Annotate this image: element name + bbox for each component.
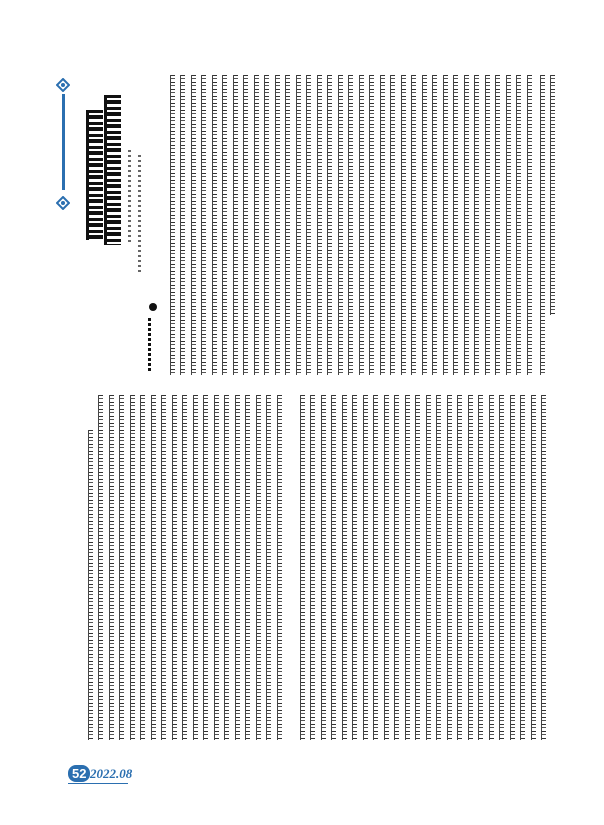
author-credit — [128, 150, 131, 245]
byline — [148, 318, 151, 373]
author-credit — [138, 155, 141, 275]
article-headline — [104, 95, 121, 245]
article-headline — [86, 110, 103, 240]
page-number: 52 — [68, 765, 90, 782]
section-title — [62, 94, 65, 190]
decorative-knot-icon — [56, 78, 70, 92]
issue-date: 2022.08 — [90, 766, 133, 781]
bullet-icon — [149, 303, 157, 311]
decorative-knot-icon — [56, 196, 70, 210]
footer-rule — [68, 783, 128, 784]
